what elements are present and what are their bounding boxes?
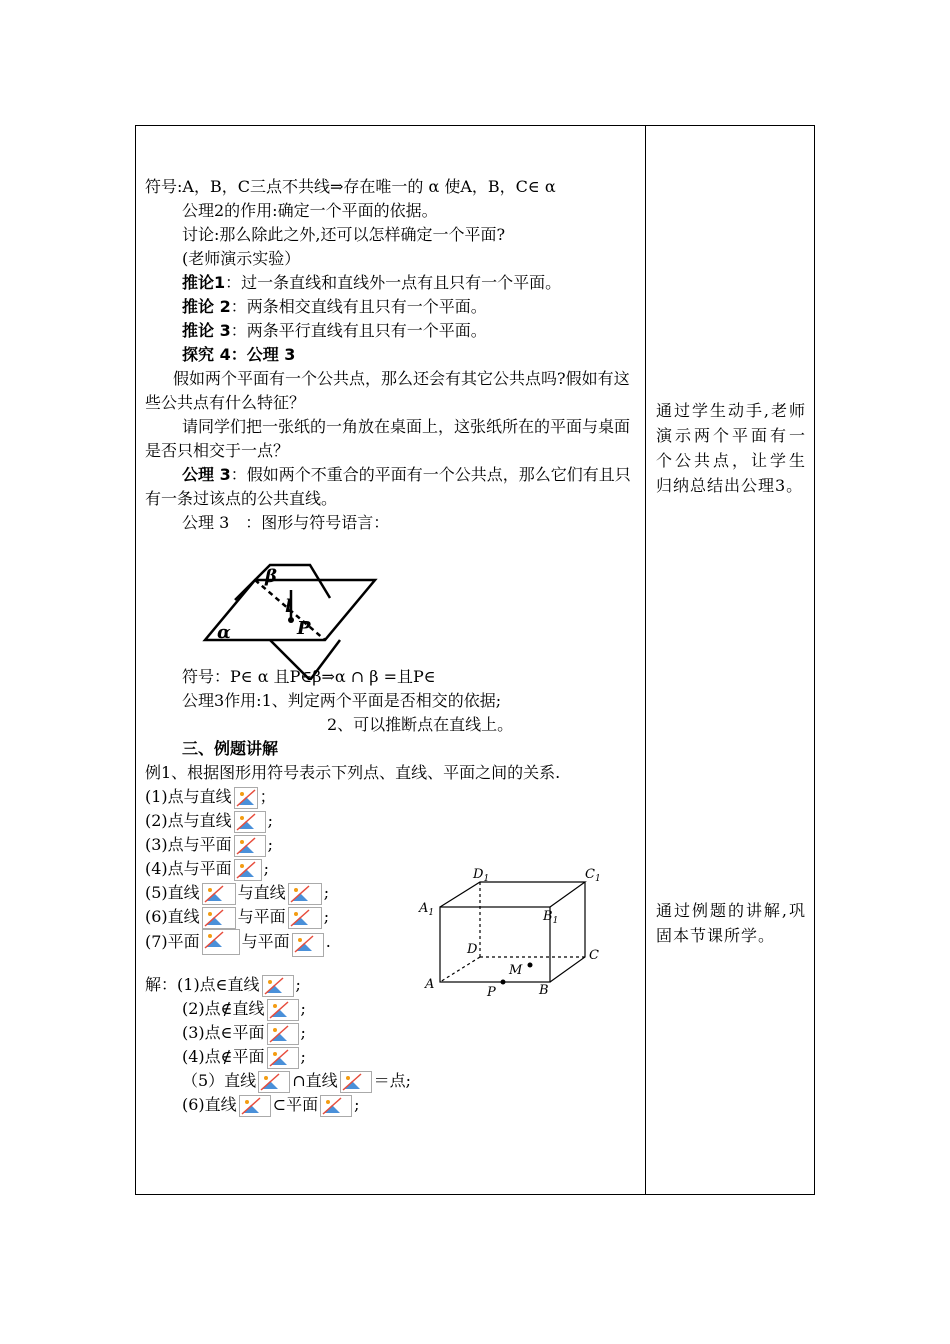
axiom-3-label: 公理 3 [182,465,231,484]
beta-label: β [265,566,277,587]
corollary-2-label: 推论 2 [182,297,231,316]
item-7: (7)平面 与平面 . [145,929,640,959]
broken-image-icon [292,933,324,957]
intersecting-planes-figure [195,560,395,680]
broken-image-icon [234,859,262,881]
symbol-line: 符号:A，B，C三点不共线⇒存在唯一的 α 使A，B，C∈ α [145,177,556,196]
symbol-2: 符号：P∈ α 且P∈β⇒α ∩ β =且P∈ [182,667,436,686]
solution-3: (3)点∈平面 ; [145,1021,640,1045]
item-2: (2)点与直线 ; [145,809,640,833]
item-3: (3)点与平面 ; [145,833,640,857]
broken-image-icon [258,1071,290,1093]
broken-image-icon [267,1023,299,1045]
item-6: (6)直线 与平面 ; [145,905,640,929]
solution-2: (2)点∉直线 ; [145,997,640,1021]
broken-image-icon [234,835,266,857]
svg-text:D1: $D_1$ [473,867,490,884]
broken-image-icon [288,907,322,929]
question-2: 请同学们把一张纸的一角放在桌面上，这张纸所在的平面与桌面是否只相交于一点？ [145,417,631,460]
broken-image-icon [320,1095,352,1117]
corollary-3-label: 推论 3 [182,321,231,340]
cube-figure [415,862,615,1002]
axiom-3-role-2: 2、可以推断点在直线上。 [327,715,514,734]
broken-image-icon [288,883,322,905]
svg-text:B1: $B_1$ [543,909,559,926]
explore-4-heading: 探究 4：公理 3 [182,345,296,364]
broken-image-icon [202,929,240,955]
broken-image-icon [202,907,236,929]
discussion: 讨论:那么除此之外,还可以怎样确定一个平面? [182,225,506,244]
column-divider [645,125,646,1195]
section-3-heading: 三、例题讲解 [182,739,279,758]
broken-image-icon [267,1047,299,1069]
item-5: (5)直线 与直线 ; [145,881,640,905]
item-4: (4)点与平面 ; [145,857,640,881]
point-m [528,963,533,968]
corollary-1-label: 推论1 [182,273,226,292]
axiom2-role: 公理2的作用:确定一个平面的依据。 [182,201,438,220]
p-label: P [297,618,311,639]
svg-text:D: D [467,942,478,957]
plane-beta-bottom [270,640,340,680]
broken-image-icon [267,999,299,1021]
svg-text:C1: $C_1$ [585,867,601,884]
solution-1: 解：(1)点∈直线 ; [145,973,640,997]
solution-label: 解： [145,975,178,994]
broken-image-icon [234,787,258,809]
broken-image-icon [234,811,266,833]
side-note-2: 通过例题的讲解,巩固本节课所学。 [656,901,806,945]
solution-5: （5）直线 ∩直线 ＝点; [145,1069,640,1093]
broken-image-icon [262,975,294,997]
solution-4: (4)点∉平面 ; [145,1045,640,1069]
solution-6: (6)直线 ⊂平面 ; [145,1093,640,1117]
example-1: 例1、根据图形用符号表示下列点、直线、平面之间的关系. [145,763,561,782]
corollary-2: 推论 2：两条相交直线有且只有一个平面。 [182,297,487,316]
cube-front [440,907,550,982]
svg-text:C: C [589,948,599,963]
point-p [501,980,506,985]
alpha-label: α [217,622,231,643]
item-1: (1)点与直线 ； [145,785,640,809]
svg-text:B: B [539,983,549,998]
plane-beta-top [235,565,330,600]
broken-image-icon [202,883,236,905]
question-1: 假如两个平面有一个公共点，那么还会有其它公共点吗?假如有这些公共点有什么特征？ [145,369,630,412]
side-note-1: 通过学生动手,老师演示两个平面有一个公共点，让学生归纳总结出公理3。 [656,401,806,495]
svg-text:A: A [425,977,435,992]
teacher-demo: (老师演示实验） [182,249,301,268]
corollary-1: 推论1：过一条直线和直线外一点有且只有一个平面。 [182,273,562,292]
corollary-3: 推论 3：两条平行直线有且只有一个平面。 [182,321,487,340]
broken-image-icon [340,1071,372,1093]
svg-text:P: P [487,985,496,1000]
axiom-3-role-1: 公理3作用:1、判定两个平面是否相交的依据; [182,691,502,710]
svg-text:A1: $A_1$ [419,901,435,918]
point-p [288,617,294,623]
broken-image-icon [239,1095,271,1117]
axiom-3: 公理 3：假如两个不重合的平面有一个公共点，那么它们有且只有一条过该点的公共直线。 [145,465,631,508]
l-label: l [285,596,292,617]
axiom-3-language: 公理 3 ：图形与符号语言： [182,513,390,532]
svg-text:M: M [509,963,523,978]
